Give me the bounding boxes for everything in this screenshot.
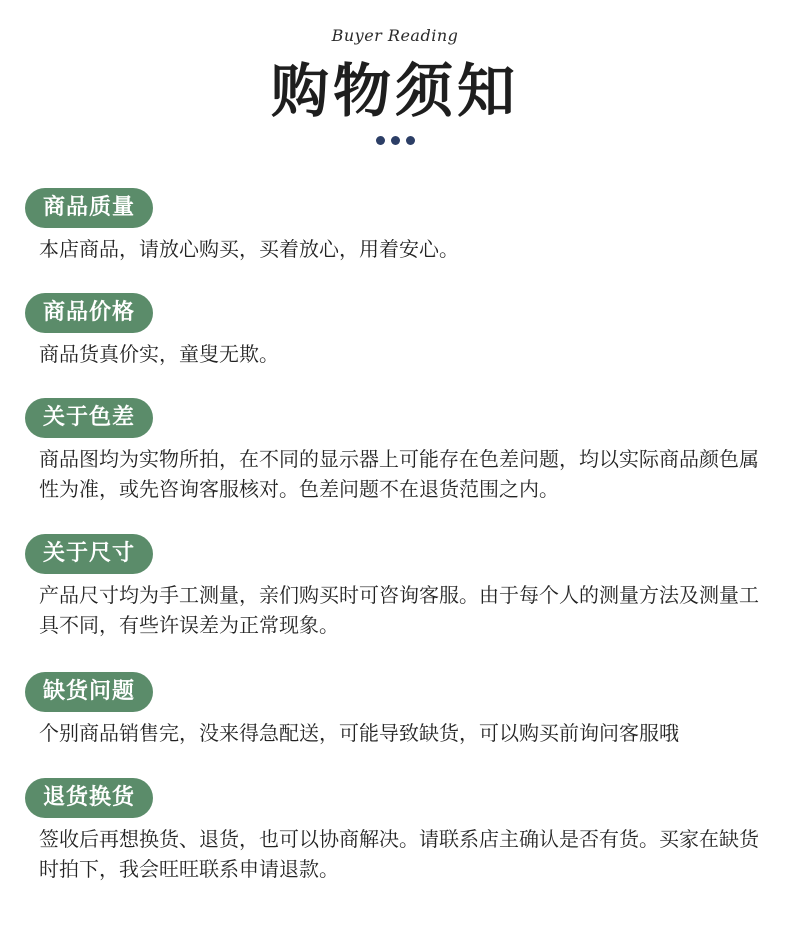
dot-icon: [391, 136, 400, 145]
section-out-of-stock: [25, 672, 770, 748]
section-size: [25, 534, 770, 640]
section-heading-badge: 关于色差: [25, 398, 153, 438]
section-heading-badge: 商品质量: [25, 188, 153, 228]
section-text: 签收后再想换货、退货，也可以协商解决。请联系店主确认是否有货。买家在缺货时拍下，我会旺旺联系申请退款。: [39, 827, 759, 881]
dot-icon: [376, 136, 385, 145]
section-heading-badge: 退货换货: [25, 778, 153, 818]
page-title: 购物须知: [270, 57, 519, 125]
section-returns: [25, 778, 770, 884]
dot-icon: [406, 136, 415, 145]
section-heading-badge: 商品价格: [25, 293, 153, 333]
decorative-dots: [0, 136, 790, 145]
section-text: 产品尺寸均为手工测量，亲们购买时可咨询客服。由于每个人的测量方法及测量工具不同，有些许误差为正常现象。: [39, 583, 759, 637]
header-subtitle: Buyer Reading: [331, 26, 459, 45]
section-price: [25, 293, 770, 369]
section-color-difference: [25, 398, 770, 504]
section-heading-badge: 缺货问题: [25, 672, 153, 712]
section-text: 个别商品销售完，没来得急配送，可能导致缺货，可以购买前询问客服哦: [39, 721, 679, 745]
section-quality: [25, 188, 770, 264]
section-text: 本店商品，请放心购买，买着放心，用着安心。: [39, 237, 459, 261]
section-text: 商品图均为实物所拍，在不同的显示器上可能存在色差问题，均以实际商品颜色属性为准，或先咨询客服核对。色差问题不在退货范围之内。: [39, 447, 759, 501]
section-heading-badge: 关于尺寸: [25, 534, 153, 574]
section-text: 商品货真价实，童叟无欺。: [39, 342, 279, 366]
